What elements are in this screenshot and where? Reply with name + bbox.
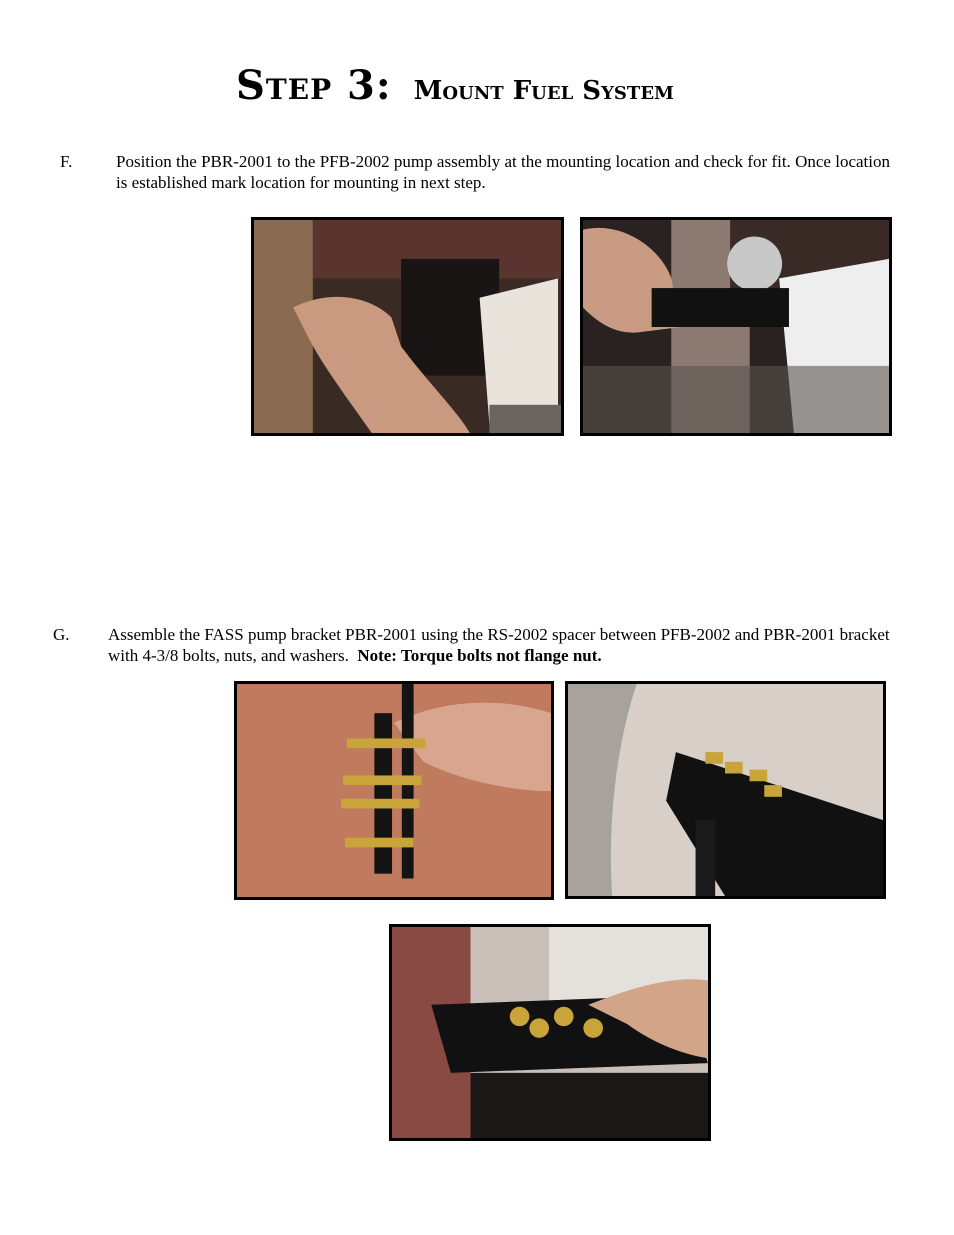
item-g-note: Note: Torque bolts not flange nut. xyxy=(357,646,602,665)
item-g-text: Assemble the FASS pump bracket PBR-2001 using the RS-2002 spacer between PFB-2002 and PBR-2001 bracket with 4-3/8 bolts, nuts, and washers. xyxy=(108,625,890,665)
photo-hand-holding-pump-assembly xyxy=(580,217,892,436)
photo-bracket-mounted-on-frame xyxy=(565,681,886,899)
photo-bracket-with-bolts xyxy=(234,681,554,900)
photo-arm-positioning-bracket xyxy=(251,217,564,436)
step-heading: Step 3: xyxy=(236,62,392,109)
step-subtitle: Mount Fuel System xyxy=(413,76,674,106)
item-g-letter: G. xyxy=(53,625,70,644)
item-f-text: Position the PBR-2001 to the PFB-2002 pump assembly at the mounting location and check for fit. Once location is established mark location for mounting in next step. xyxy=(116,152,890,192)
page-title xyxy=(236,62,796,110)
item-g-paragraph xyxy=(108,624,898,666)
photo-torquing-bracket-bolts xyxy=(389,924,711,1141)
item-f-letter: F. xyxy=(60,152,73,171)
